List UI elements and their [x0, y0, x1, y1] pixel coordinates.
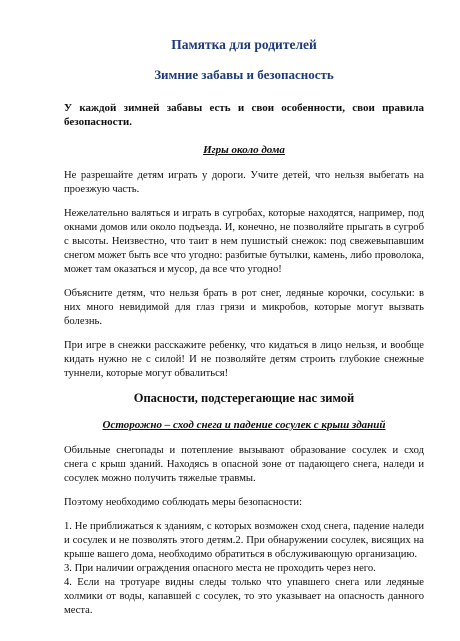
section-subheading-icicles: Осторожно – сход снега и падение сосулек с крыш зданий [102, 419, 386, 431]
paragraph: При игре в снежки расскажите ребенку, что кидаться в лицо нельзя, и вообще кидать нужно не с силой! И не позволяйте детям строить глубокие снежные туннели, которые могут обвалиться! [64, 340, 424, 379]
paragraph: Объясните детям, что нельзя брать в рот снег, ледяные корочки, сосульки: в них много невидимой для глаз грязи и микробов, которые могут вызвать болезнь. [64, 288, 424, 327]
list-item: 3. При наличии ограждения опасного места не проходить через него. [64, 563, 376, 574]
section-heading-dangers: Опасности, подстерегающие нас зимой [133, 391, 355, 405]
safety-list [64, 520, 424, 618]
list-item: 4. Если на тротуаре видны следы только что упавшего снега или ледяные холмики от воды, капавшей с сосулек, то это указывает на опасность данного места. [64, 577, 424, 616]
paragraph: Поэтому необходимо соблюдать меры безопасности: [64, 497, 303, 508]
section-heading-games: Игры около дома [203, 144, 285, 156]
paragraph: Не разрешайте детям играть у дороги. Учите детей, что нельзя выбегать на проезжую часть. [64, 170, 424, 195]
paragraph: Нежелательно валяться и играть в сугробах, которые находятся, например, под окнами домов или около подъезда. И, конечно, не позволяйте прыгать в сугроб с высоты. Неизвестно, что таит в нем пушистый снежок: под свежевыпавшим снегом может быть все что угодно: разбитые бутылки, камень, либо проволока, может там оказаться и мусор, да все что угодно! [64, 208, 424, 275]
document-subtitle: Зимние забавы и безопасность [154, 67, 334, 82]
document-title: Памятка для родителей [171, 37, 317, 52]
list-item: 1. Не приближаться к зданиям, с которых возможен сход снега, падение наледи и сосулек и не позволять этого детям.2. При обнаружении сосулек, висящих на крыше вашего дома, необходимо обратиться в обслуживающую организацию. [64, 521, 424, 560]
paragraph: Обильные снегопады и потепление вызывают образование сосулек и сход снега с крыш зданий. Находясь в опасной зоне от падающего снега, наледи и сосулек можно получить тяжелые травмы. [64, 445, 424, 484]
intro-paragraph: У каждой зимней забавы есть и свои особенности, свои правила безопасности. [64, 102, 424, 128]
